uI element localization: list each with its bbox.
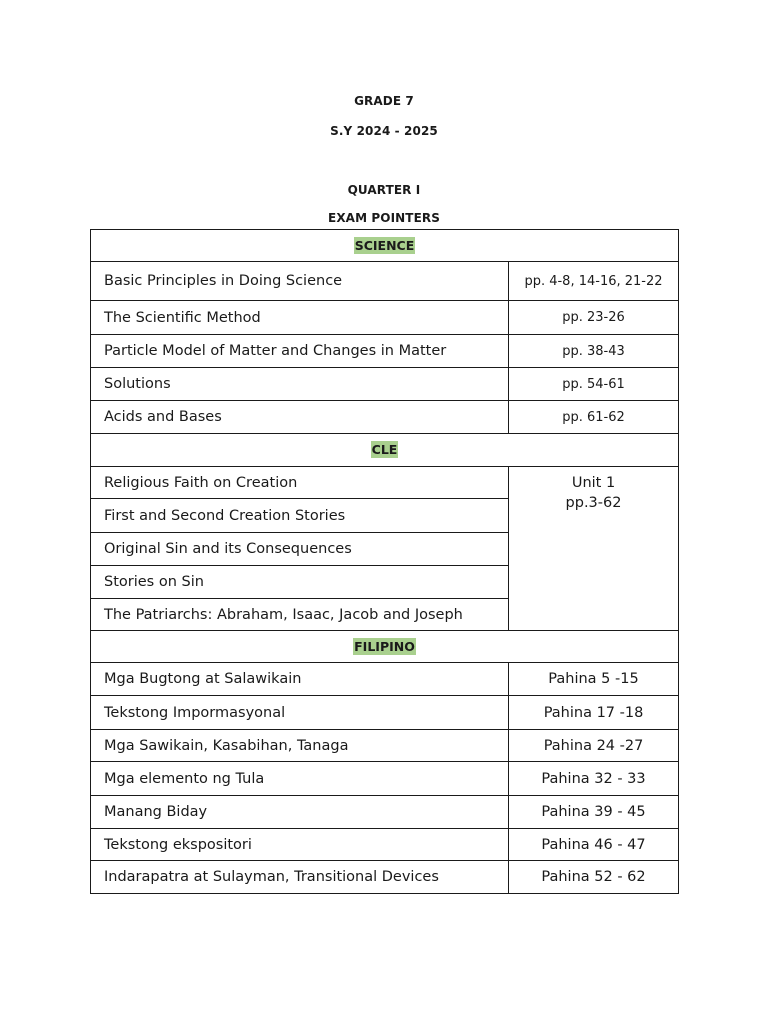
- exam-pointers-title: EXAM POINTERS: [328, 211, 440, 225]
- pages-cell: Pahina 24 -27: [509, 730, 679, 762]
- table-row: [91, 368, 679, 401]
- cle-unit: Unit 1: [571, 475, 616, 491]
- pages-cell: Pahina 5 -15: [509, 663, 679, 696]
- table-row: [91, 762, 679, 796]
- topic-cell: Solutions: [91, 368, 509, 401]
- pages-cell: Pahina 46 - 47: [509, 829, 679, 861]
- topic-cell: Original Sin and its Consequences: [91, 533, 509, 566]
- pages-cell: pp. 23-26: [509, 301, 679, 335]
- pages-cell: pp. 61-62: [509, 401, 679, 434]
- section-label-filipino: FILIPINO: [354, 638, 415, 654]
- topic-cell: Manang Biday: [91, 796, 509, 829]
- exam-pointers-table: [90, 229, 679, 894]
- section-row-cle: [91, 434, 679, 467]
- table-row: [91, 663, 679, 696]
- topic-cell: The Scientific Method: [91, 301, 509, 335]
- topic-cell: Tekstong ekspositori: [91, 829, 509, 861]
- pages-cell: Pahina 39 - 45: [509, 796, 679, 829]
- cle-pages-cell: [509, 467, 679, 631]
- section-label-science: SCIENCE: [354, 237, 415, 253]
- topic-cell: Indarapatra at Sulayman, Transitional Devices: [91, 861, 509, 894]
- table-row: [91, 301, 679, 335]
- table-row: [91, 262, 679, 301]
- pages-cell: Pahina 52 - 62: [509, 861, 679, 894]
- table-row: [91, 335, 679, 368]
- school-year-heading: S.Y 2024 - 2025: [330, 124, 438, 138]
- topic-cell: First and Second Creation Stories: [91, 499, 509, 533]
- topic-cell: Tekstong Impormasyonal: [91, 696, 509, 730]
- topic-cell: Acids and Bases: [91, 401, 509, 434]
- topic-cell: Religious Faith on Creation: [91, 467, 509, 499]
- cle-pages: pp.3-62: [565, 495, 622, 511]
- topic-cell: Mga Sawikain, Kasabihan, Tanaga: [91, 730, 509, 762]
- table-row: [91, 796, 679, 829]
- section-row-science: [91, 230, 679, 262]
- grade-heading: GRADE 7: [354, 94, 414, 108]
- table-row: [91, 696, 679, 730]
- section-header-cle: [91, 434, 679, 467]
- topic-cell: Mga Bugtong at Salawikain: [91, 663, 509, 696]
- topic-cell: Particle Model of Matter and Changes in Matter: [91, 335, 509, 368]
- section-label-cle: CLE: [371, 442, 398, 457]
- section-header-filipino: [91, 631, 679, 663]
- pages-cell: pp. 4-8, 14-16, 21-22: [509, 262, 679, 301]
- table-row: [91, 467, 679, 499]
- section-row-filipino: [91, 631, 679, 663]
- table-row: [91, 861, 679, 894]
- pages-cell: Pahina 32 - 33: [509, 762, 679, 796]
- table-row: [91, 829, 679, 861]
- topic-cell: Stories on Sin: [91, 566, 509, 599]
- quarter-heading: QUARTER I: [347, 183, 421, 197]
- pages-cell: pp. 54-61: [509, 368, 679, 401]
- pages-cell: Pahina 17 -18: [509, 696, 679, 730]
- pages-cell: pp. 38-43: [509, 335, 679, 368]
- section-header-science: [91, 230, 679, 262]
- table-row: [91, 401, 679, 434]
- table-row: [91, 730, 679, 762]
- topic-cell: Basic Principles in Doing Science: [91, 262, 509, 301]
- topic-cell: The Patriarchs: Abraham, Isaac, Jacob and Joseph: [91, 599, 509, 631]
- topic-cell: Mga elemento ng Tula: [91, 762, 509, 796]
